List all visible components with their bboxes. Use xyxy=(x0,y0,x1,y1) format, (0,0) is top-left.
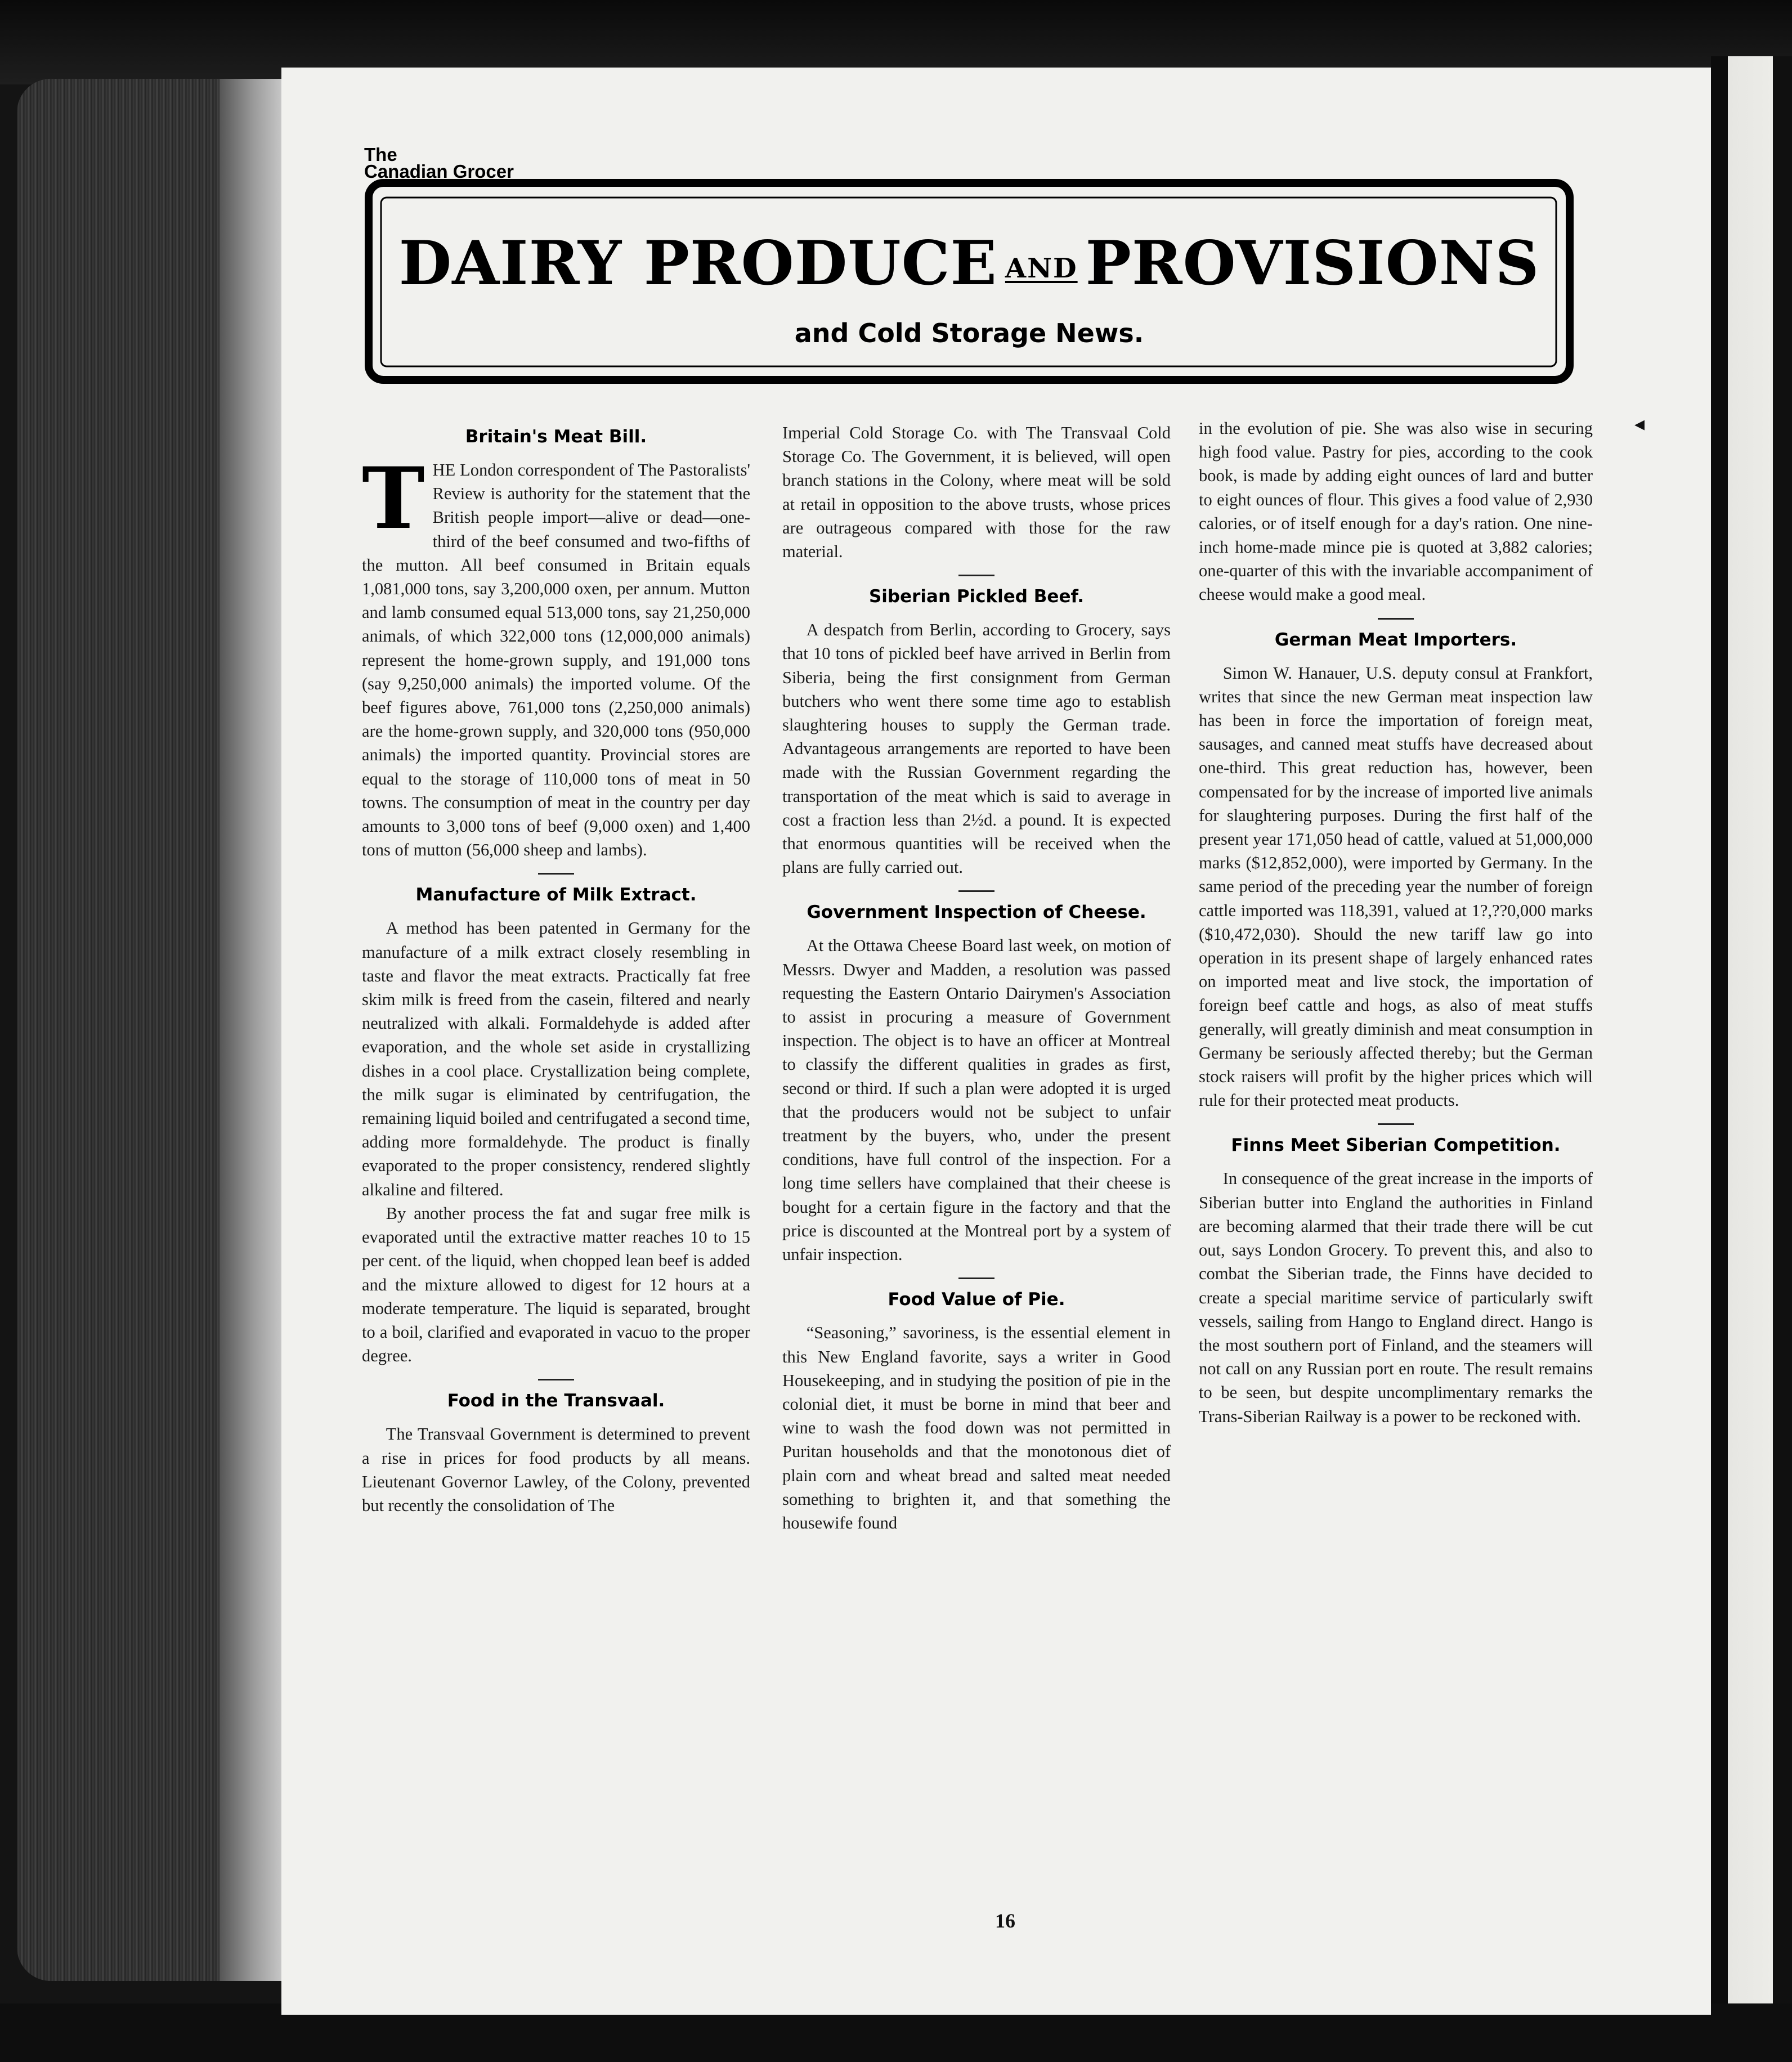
page-number: 16 xyxy=(995,1909,1015,1932)
article-food-transvaal-continued: Imperial Cold Storage Co. with The Transvaal Cold Storage Co. The Government, it is believed, will open branch stations in the Colony, where meat will be sold at retail in opposition to the above trusts, whose prices are outrageous compared with those for the raw material. xyxy=(782,423,1171,562)
masthead-line-1: The xyxy=(364,144,397,165)
next-page-edge xyxy=(1711,56,1792,2015)
drop-cap: T xyxy=(362,449,425,548)
article-cheese-inspection-p1: At the Ottawa Cheese Board last week, on motion of Messrs. Dwyer and Madden, a resolution was passed requesting the Eastern Ontario Dairymen's Association to assist in procuring a measure of Government inspection. The object is to have an officer at Montreal to classify the different qualities in grades as first, second or third. If such a plan were adopted it is urged that the producers would not be subject to unfair treatment by the buyers, who, under the present conditions, have full control of the inspection. For a long time sellers have complained that their cheese is bought for a certain figure in the factory and that the price is discounted at the Montreal port by a system of unfair inspection. xyxy=(782,936,1171,1265)
masthead-line-2: Canadian Grocer xyxy=(364,161,514,182)
column-2 xyxy=(782,421,1171,1535)
article-finns-p1: In consequence of the great increase in the imports of Siberian butter into England the authorities in Finland are becoming alarmed that their trade there will be cut out, says London Grocery. To prevent this, and also to combat the Siberian trade, the Finns have decided to create a special maritime service of particularly swift vessels, sailing from Hango to England direct. Hango is the most southern port of Finland, and the steamers will not call on any Russian port en route. The result remains to be seen, but despite uncomplimentary remarks the Trans-Siberian Railway is a power to be reckoned with. xyxy=(1199,1169,1593,1426)
article-food-transvaal-p1: The Transvaal Government is determined to prevent a rise in prices for food products by all means. Lieutenant Governor Lawley, of the Colony, prevented but recently the consolidation of The xyxy=(362,1424,750,1515)
section-divider xyxy=(1378,1123,1414,1125)
section-title-and: AND xyxy=(1005,253,1078,284)
section-divider xyxy=(538,873,574,875)
section-divider xyxy=(958,575,994,576)
heading-food-transvaal: Food in the Transvaal. xyxy=(447,1391,665,1411)
section-title xyxy=(364,228,1574,299)
heading-cheese-inspection: Government Inspection of Cheese. xyxy=(807,902,1146,923)
margin-mark-icon: ◂ xyxy=(1634,413,1645,435)
article-milk-extract-p1: A method has been patented in Germany for the manufacture of a milk extract closely resembling in taste and flavor the meat extracts. Practically fat free skim milk is freed from the casein, filtered and nearly neutralized with alkali. Formaldehyde is added after evaporation, and the whole set aside in crystallizing dishes in a cool place. Crystallization being complete, the milk sugar is eliminated by centrifugation, the remaining liquid boiled and centrifugated a second time, adding more formaldehyde. The product is finally evaporated to the proper consistency, rendered slightly alkaline and filtered. xyxy=(362,918,750,1199)
heading-milk-extract: Manufacture of Milk Extract. xyxy=(415,885,697,906)
heading-german-meat: German Meat Importers. xyxy=(1274,629,1517,650)
book-page-edges xyxy=(17,79,287,1981)
heading-britains-meat-bill: Britain's Meat Bill. xyxy=(465,427,647,447)
section-divider xyxy=(538,1379,574,1380)
heading-siberian-beef: Siberian Pickled Beef. xyxy=(868,586,1085,607)
article-milk-extract-p2: By another process the fat and sugar free milk is evaporated until the extractive matter reaches 10 to 15 per cent. of the liquid, when chopped lean beef is added and the mixture allowed to digest for 12 hours at a moderate temperature. The liquid is separated, brought to a boil, clarified and evaporated in vacuo to the proper degree. xyxy=(362,1203,750,1366)
article-food-value-pie-p1: “Seasoning,” savoriness, is the essential element in this New England favorite, says a writer in Good Housekeeping, and in studying the position of pie in the colonial diet, it must be borne in mind that beer and wine to wash the food down was not permitted in Puritan households and that the monotonous diet of plain corn and wheat bread and salted meat needed something to brighten it, and that something the housewife found xyxy=(782,1323,1171,1532)
section-divider xyxy=(1378,618,1414,620)
article-britains-meat-bill-text: HE London correspondent of The Pastoralists' Review is authority for the statement that the British people import—alive or dead—one-third of the beef consumed and two-fifths of the mutton. All beef consumed in Britain equals 1,081,000 tons, say 3,200,000 oxen, per annum. Mutton and lamb consumed equal 513,000 tons, say 21,250,000 animals, of which 322,000 tons (12,000,000 animals) represent the home-grown supply, and 191,000 tons (say 9,250,000 animals) the imported volume. Of the beef figures above, 761,000 tons (2,250,000 animals) are the home-grown supply, and 320,000 tons (950,000 animals) the imported quantity. Provincial stores are equal to the storage of 110,000 tons of meat in 50 towns. The consumption of meat in the country per day amounts to 3,000 tons of beef (9,000 oxen) and 1,400 tons of mutton (56,000 sheep and lambs). xyxy=(362,460,750,860)
column-3 xyxy=(1199,416,1593,1428)
heading-finns: Finns Meet Siberian Competition. xyxy=(1231,1135,1561,1156)
article-siberian-beef-p1: A despatch from Berlin, according to Grocery, says that 10 tons of pickled beef have arrived in Berlin from Siberia, being the first consignment from German butchers who went there some time ago to establish slaughtering houses to supply the German trade. Advantageous arrangements are reported to have been made with the Russian Government regarding the transportation of the meat which is said to average in cost a fraction less than 2½d. a pound. It is expected that enormous quantities will be received when the plans are fully carried out. xyxy=(782,620,1171,877)
heading-food-value-pie: Food Value of Pie. xyxy=(888,1289,1065,1310)
masthead xyxy=(364,146,514,180)
article-german-meat-p1: Simon W. Hanauer, U.S. deputy consul at Frankfort, writes that since the new German meat inspection law has been in force the importation of foreign meat, sausages, and canned meat stuffs have decreased about one-third. This great reduction has, however, been compensated for by the increase of imported live animals for slaughtering purposes. During the first half of the present year 171,050 head of cattle, valued at 51,000,000 marks ($12,852,000), were imported by Germany. In the same period of the preceding year the number of foreign cattle imported was 118,391, valued at 1?,??0,000 marks ($10,472,030). Should the new tariff law go into operation in its present shape of largely enhanced rates on imported meat and live stock, the importation of foreign beef cattle and hogs, as also of meat stuffs generally, will greatly diminish and meat consumption in Germany be seriously affected thereby; but the German stock raisers will profit by the higher prices which will rule for their protected meat products. xyxy=(1199,663,1593,1110)
article-food-value-pie-continued: in the evolution of pie. She was also wise in securing high food value. Pastry for pies, according to the cook book, is made by adding eight ounces of lard and butter to eight ounces of flour. This gives a food value of 2,930 calories, or of itself enough for a day's ration. One nine-inch home-made mince pie is quoted at 3,882 calories; one-quarter of this with the invariable accompaniment of cheese would make a good meal. xyxy=(1199,419,1593,604)
section-divider xyxy=(958,1277,994,1279)
section-title-part-2: PROVISIONS xyxy=(1085,228,1540,299)
section-banner xyxy=(364,177,1574,391)
section-divider xyxy=(958,890,994,892)
newspaper-page xyxy=(281,68,1711,2015)
section-subtitle: and Cold Storage News. xyxy=(794,318,1144,348)
section-title-part-1: DAIRY PRODUCE xyxy=(398,228,997,299)
article-britains-meat-bill xyxy=(362,449,750,862)
column-1 xyxy=(362,416,750,1517)
